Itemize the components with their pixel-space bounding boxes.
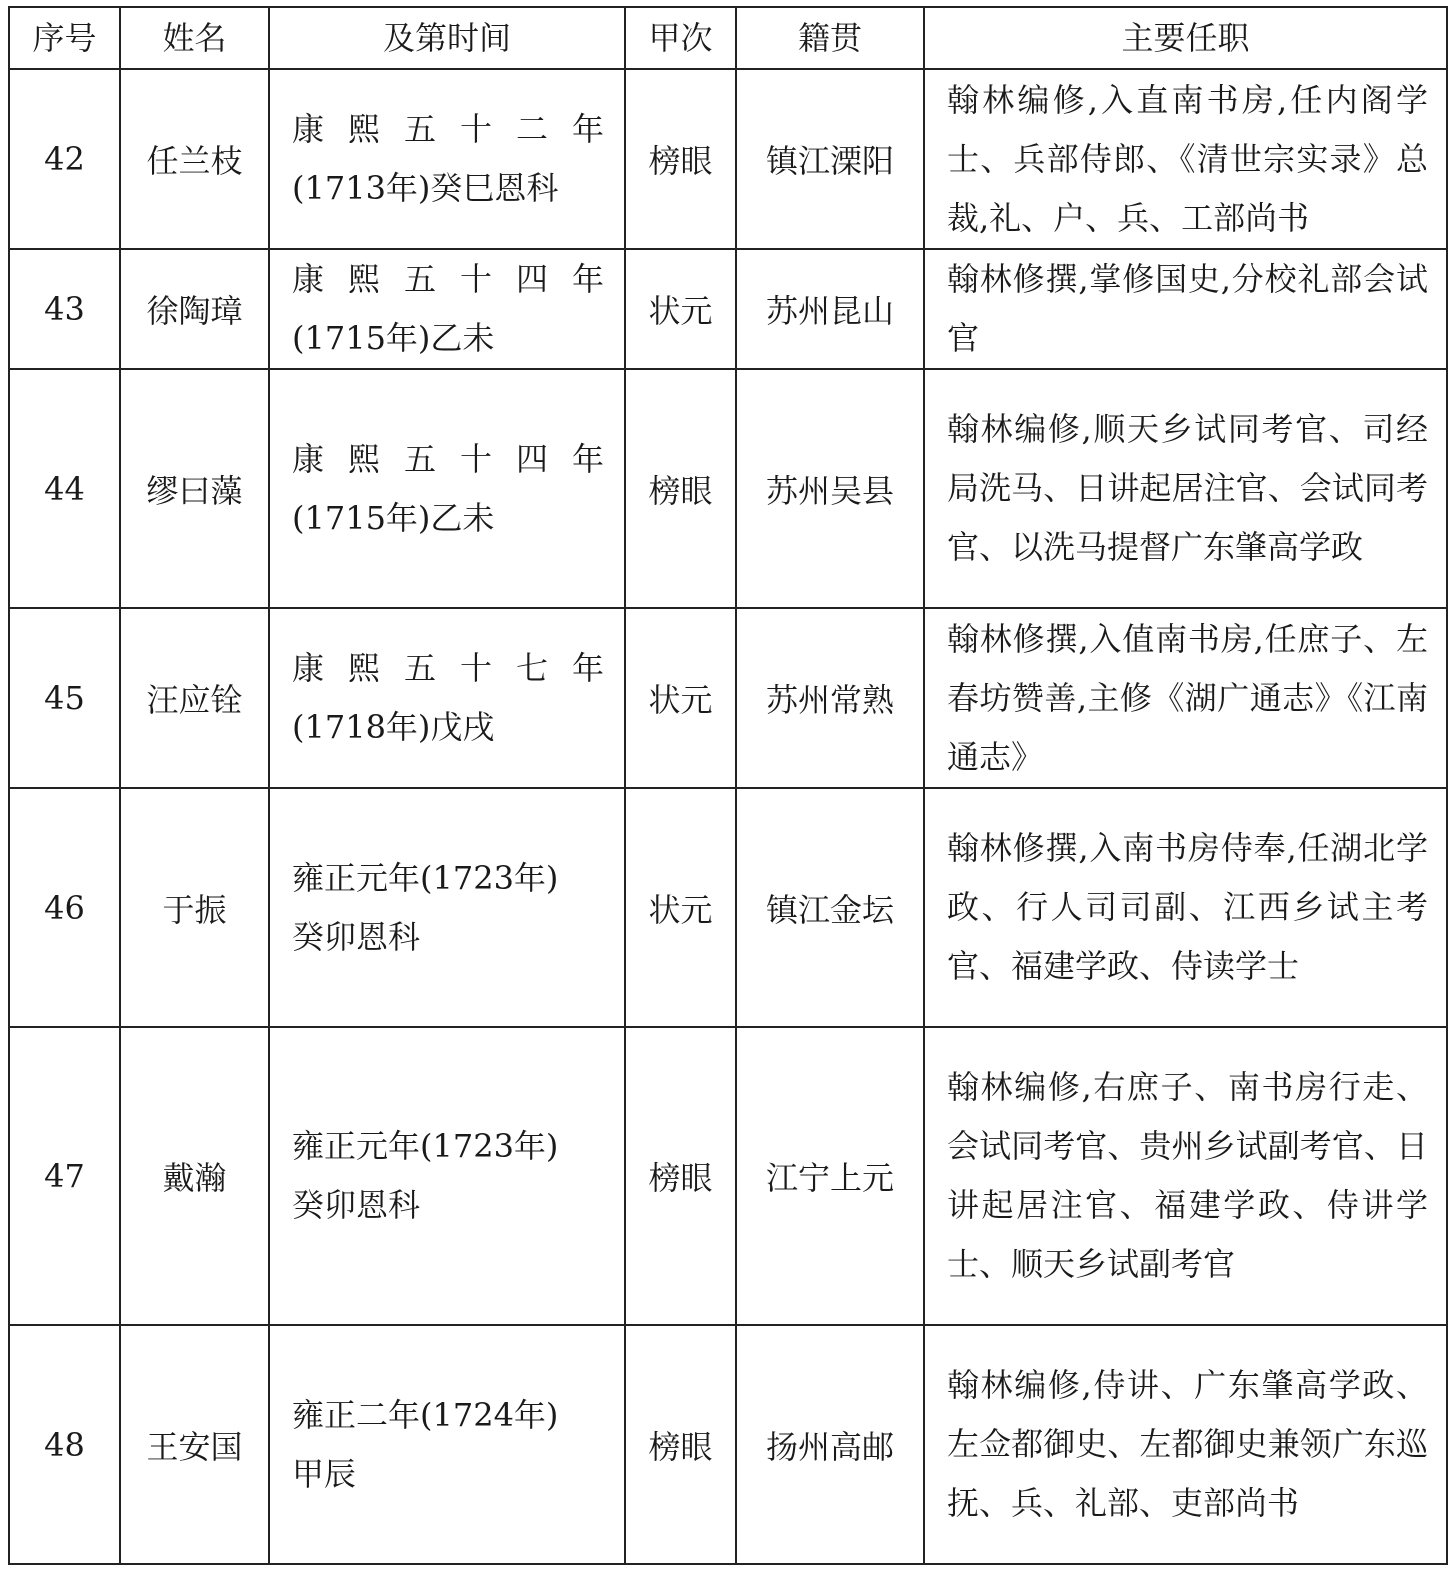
header-home: 籍贯 bbox=[736, 7, 924, 69]
cell-name: 于振 bbox=[120, 788, 269, 1027]
cell-name: 王安国 bbox=[120, 1325, 269, 1564]
cell-time bbox=[269, 1027, 625, 1325]
table-header-row bbox=[9, 7, 1447, 69]
cell-home: 镇江溧阳 bbox=[736, 69, 924, 249]
table-row bbox=[9, 369, 1447, 608]
table-row bbox=[9, 1325, 1447, 1564]
cell-home: 镇江金坛 bbox=[736, 788, 924, 1027]
time-line-2: 甲辰 bbox=[292, 1454, 357, 1493]
time-line-2: 癸卯恩科 bbox=[292, 917, 421, 956]
time-line-2: (1713年)癸巳恩科 bbox=[292, 169, 559, 207]
cell-rank: 状元 bbox=[625, 788, 736, 1027]
cell-home: 苏州常熟 bbox=[736, 608, 924, 788]
cell-no: 46 bbox=[9, 788, 120, 1027]
cell-home: 江宁上元 bbox=[736, 1027, 924, 1325]
cell-time bbox=[269, 369, 625, 608]
cell-time bbox=[269, 608, 625, 788]
header-rank: 甲次 bbox=[625, 7, 736, 69]
cell-home: 苏州吴县 bbox=[736, 369, 924, 608]
time-line-1: 康 熙 五 十 四 年 bbox=[292, 439, 604, 478]
cell-time bbox=[269, 69, 625, 249]
cell-rank: 榜眼 bbox=[625, 369, 736, 608]
cell-time bbox=[269, 788, 625, 1027]
cell-no: 44 bbox=[9, 369, 120, 608]
time-line-2: (1718年)戊戌 bbox=[292, 708, 495, 746]
time-line-2: (1715年)乙未 bbox=[292, 498, 495, 537]
cell-rank: 榜眼 bbox=[625, 69, 736, 249]
time-line-1: 雍正元年(1723年) bbox=[292, 1127, 559, 1165]
time-line-2: 癸卯恩科 bbox=[292, 1186, 421, 1224]
cell-home: 扬州高邮 bbox=[736, 1325, 924, 1564]
time-line-1: 康 熙 五 十 二 年 bbox=[292, 110, 604, 148]
header-name: 姓名 bbox=[120, 7, 269, 69]
scholars-table bbox=[8, 6, 1448, 1565]
table-row bbox=[9, 69, 1447, 249]
header-no: 序号 bbox=[9, 7, 120, 69]
cell-post: 翰林编修,右庶子、南书房行走、会试同考官、贵州乡试副考官、日讲起居注官、福建学政、侍讲学士、顺天乡试副考官 bbox=[924, 1027, 1447, 1325]
cell-name: 任兰枝 bbox=[120, 69, 269, 249]
time-line-2: (1715年)乙未 bbox=[292, 319, 495, 357]
cell-home: 苏州昆山 bbox=[736, 249, 924, 369]
cell-time bbox=[269, 249, 625, 369]
cell-name: 汪应铨 bbox=[120, 608, 269, 788]
cell-no: 45 bbox=[9, 608, 120, 788]
cell-post: 翰林编修,侍讲、广东肇高学政、左佥都御史、左都御史兼领广东巡抚、兵、礼部、吏部尚书 bbox=[924, 1325, 1447, 1564]
cell-no: 47 bbox=[9, 1027, 120, 1325]
cell-post: 翰林编修,入直南书房,任内阁学士、兵部侍郎、《清世宗实录》总裁,礼、户、兵、工部尚书 bbox=[924, 69, 1447, 249]
cell-time bbox=[269, 1325, 625, 1564]
cell-name: 缪曰藻 bbox=[120, 369, 269, 608]
cell-no: 42 bbox=[9, 69, 120, 249]
time-line-1: 雍正元年(1723年) bbox=[292, 858, 559, 897]
header-post: 主要任职 bbox=[924, 7, 1447, 69]
table-row bbox=[9, 249, 1447, 369]
cell-rank: 状元 bbox=[625, 249, 736, 369]
time-line-1: 雍正二年(1724年) bbox=[292, 1395, 559, 1434]
cell-name: 徐陶璋 bbox=[120, 249, 269, 369]
document-page bbox=[8, 6, 1446, 1565]
cell-rank: 榜眼 bbox=[625, 1027, 736, 1325]
time-line-1: 康 熙 五 十 四 年 bbox=[292, 260, 604, 298]
cell-post: 翰林修撰,入值南书房,任庶子、左春坊赞善,主修《湖广通志》《江南通志》 bbox=[924, 608, 1447, 788]
table-row bbox=[9, 608, 1447, 788]
cell-rank: 榜眼 bbox=[625, 1325, 736, 1564]
cell-no: 48 bbox=[9, 1325, 120, 1564]
cell-post: 翰林修撰,掌修国史,分校礼部会试官 bbox=[924, 249, 1447, 369]
cell-name: 戴瀚 bbox=[120, 1027, 269, 1325]
cell-rank: 状元 bbox=[625, 608, 736, 788]
cell-post: 翰林修撰,入南书房侍奉,任湖北学政、行人司司副、江西乡试主考官、福建学政、侍读学士 bbox=[924, 788, 1447, 1027]
cell-no: 43 bbox=[9, 249, 120, 369]
time-line-1: 康 熙 五 十 七 年 bbox=[292, 649, 604, 687]
header-time: 及第时间 bbox=[269, 7, 625, 69]
table-row bbox=[9, 788, 1447, 1027]
table-row bbox=[9, 1027, 1447, 1325]
cell-post: 翰林编修,顺天乡试同考官、司经局洗马、日讲起居注官、会试同考官、以洗马提督广东肇高学政 bbox=[924, 369, 1447, 608]
